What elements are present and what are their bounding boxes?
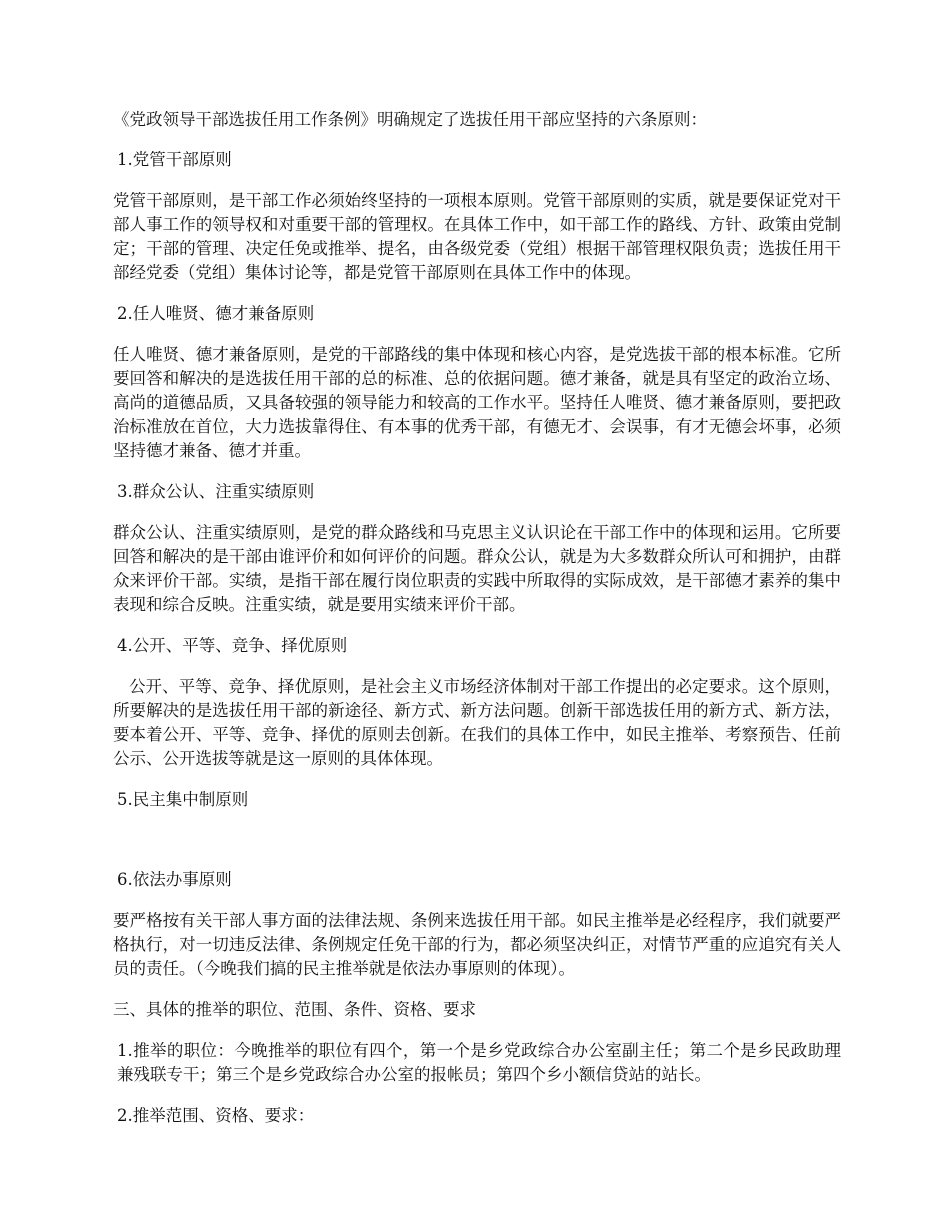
section-body-1: 党管干部原则，是干部工作必须始终坚持的一项根本原则。党管干部原则的实质，就是要保证党对干部人事工作的领导权和对重要干部的管理权。在具体工作中，如干部工作的路线、方针、政策由党制定；干部的管理、决定任免或推举、提名，由各级党委（党组）根据干部管理权限负责；选拔任用干部经党委（党组）集体讨论等，都是党管干部原则在具体工作中的体现。 xyxy=(113,191,841,282)
part3-item-2: 2.推举范围、资格、要求： xyxy=(117,1106,315,1125)
section-heading-6: 6.依法办事原则 xyxy=(117,870,232,889)
document-page xyxy=(113,108,841,1145)
section-body-3: 群众公认、注重实绩原则，是党的群众路线和马克思主义认识论在干部工作中的体现和运用。它所要回答和解决的是干部由谁评价和如何评价的问题。群众公认，就是为大多数群众所认可和拥护，由群众来评价干部。实绩，是指干部在履行岗位职责的实践中所取得的实际成效，是干部德才素养的集中表现和综合反映。注重实绩，就是要用实绩来评价干部。 xyxy=(113,523,841,614)
section-heading-3: 3.群众公认、注重实绩原则 xyxy=(117,482,315,501)
part3-title: 三、具体的推举的职位、范围、条件、资格、要求 xyxy=(113,1000,476,1019)
section-body-6: 要严格按有关干部人事方面的法律法规、条例来选拔任用干部。如民主推举是必经程序，我们就要严格执行，对一切违反法律、条例规定任免干部的行为，都必须坚决纠正，对情节严重的应追究有关人员的责任。（今晚我们搞的民主推举就是依法办事原则的体现）。 xyxy=(113,911,841,978)
section-body-4: 公开、平等、竞争、择优原则，是社会主义市场经济体制对干部工作提出的必定要求。这个原则，所要解决的是选拔任用干部的新途径、新方式、新方法问题。创新干部选拔任用的新方式、新方法，要本着公开、平等、竞争、择优的原则去创新。在我们的具体工作中，如民主推举、考察预告、任前公示、公开选拔等就是这一原则的具体体现。 xyxy=(113,677,841,768)
section-body-2: 任人唯贤、德才兼备原则，是党的干部路线的集中体现和核心内容，是党选拔干部的根本标准。它所要回答和解决的是选拔任用干部的总的标准、总的依据问题。德才兼备，就是具有坚定的政治立场、高尚的道德品质，又具备较强的领导能力和较高的工作水平。坚持任人唯贤、德才兼备原则，要把政治标准放在首位，大力选拔靠得住、有本事的优秀干部，有德无才、会误事，有才无德会坏事，必须坚持德才兼备、德才并重。 xyxy=(113,345,841,460)
part3-item-1: 1.推举的职位：今晚推举的职位有四个，第一个是乡党政综合办公室副主任；第二个是乡民政助理兼残联专干；第三个是乡党政综合办公室的报帐员；第四个乡小额信贷站的站长。 xyxy=(117,1041,841,1084)
section-heading-1: 1.党管干部原则 xyxy=(117,150,232,169)
section-heading-5: 5.民主集中制原则 xyxy=(117,790,249,809)
section-heading-2: 2.任人唯贤、德才兼备原则 xyxy=(117,304,315,323)
intro-paragraph: 《党政领导干部选拔任用工作条例》明确规定了选拔任用干部应坚持的六条原则： xyxy=(113,110,707,129)
section-heading-4: 4.公开、平等、竞争、择优原则 xyxy=(117,636,348,655)
